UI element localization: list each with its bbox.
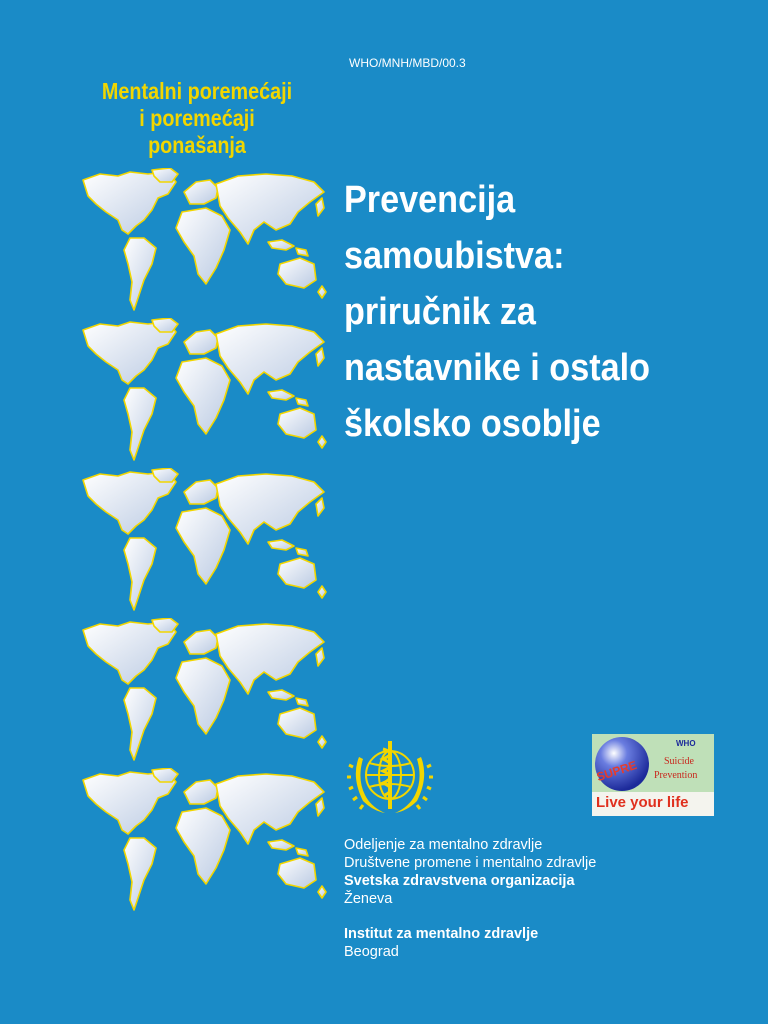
main-title xyxy=(344,172,650,452)
supre-logo-icon xyxy=(592,734,714,816)
world-map-icon xyxy=(78,168,328,313)
who-emblem-icon xyxy=(345,737,435,819)
document-code: WHO/MNH/MBD/00.3 xyxy=(349,56,466,70)
world-map-icon xyxy=(78,618,328,763)
main-title-line: priručnik za xyxy=(344,291,536,333)
supre-tagline: Live your life xyxy=(596,794,689,811)
supre-label: SUPRE xyxy=(594,757,639,785)
series-title-line: ponašanja xyxy=(148,132,246,158)
supre-prevention-label: Prevention xyxy=(654,770,698,781)
series-title-line: i poremećaji xyxy=(139,105,255,131)
organization-city: Ženeva xyxy=(344,891,393,907)
department-line: Odeljenje za mentalno zdravlje xyxy=(344,837,543,853)
series-title xyxy=(72,78,321,159)
world-map-icon xyxy=(78,468,328,613)
main-title-line: školsko osoblje xyxy=(344,403,601,445)
world-map-icon xyxy=(78,768,328,913)
institute-name: Institut za mentalno zdravlje xyxy=(344,926,539,942)
department-line: Društvene promene i mentalno zdravlje xyxy=(344,855,597,871)
world-map-icon xyxy=(78,318,328,463)
series-title-line: Mentalni poremećaji xyxy=(101,78,293,104)
supre-who-label: WHO xyxy=(676,739,696,748)
publisher-info xyxy=(344,836,596,961)
main-title-line: samoubistva: xyxy=(344,235,565,277)
supre-suicide-label: Suicide xyxy=(664,756,694,767)
institute-city: Beograd xyxy=(344,944,399,960)
main-title-line: nastavnike i ostalo xyxy=(344,347,651,389)
organization-name: Svetska zdravstvena organizacija xyxy=(344,873,575,889)
main-title-line: Prevencija xyxy=(344,179,516,221)
